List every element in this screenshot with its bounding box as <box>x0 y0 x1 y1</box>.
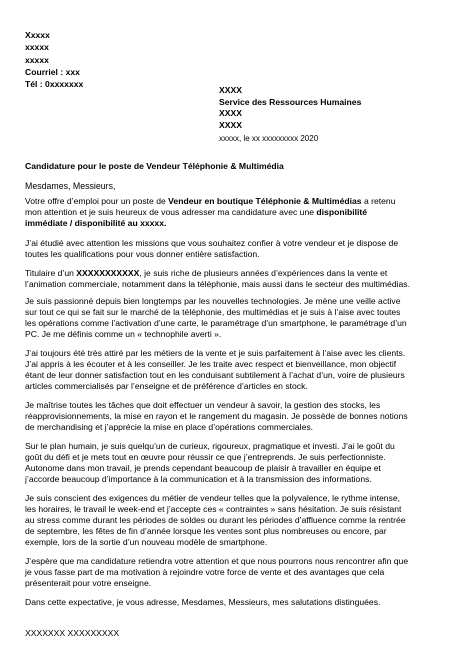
text-line: toutes les qualifications pour vous donner entière satisfaction. <box>25 249 260 260</box>
letter-subject: Candidature pour le poste de Vendeur Téléphonie & Multimédia <box>25 161 284 171</box>
paragraph-personality <box>25 441 455 485</box>
paragraph-tasks <box>25 400 455 433</box>
paragraph-sales <box>25 348 455 392</box>
paragraph-hope <box>25 556 455 589</box>
text-line: réapprovisionnements, la mise en rayon et le rangement du magasin. Je possède de bonnes notions <box>25 411 408 422</box>
paragraph-closing <box>25 597 455 608</box>
text-line: Dans cette expectative, je vous adresse, Mesdames, Messieurs, mes salutations distinguées. <box>25 597 381 607</box>
text-line: PC. Je me définis comme un « technophile averti ». <box>25 329 222 340</box>
text-line: Je suis passionné depuis bien longtemps par les nouvelles technologies. Je mène une veille active <box>25 296 401 306</box>
text-line: de septembre, les fêtes de fin d’année lorsque les ventes sont plus nombreuses ou encore, par <box>25 526 387 537</box>
sender-block <box>25 29 83 90</box>
text-line: articles commercialisés par l’enseigne et de préférence d’articles en stock. <box>25 381 308 392</box>
sender-email: Courriel : xxx <box>25 66 80 77</box>
text-line: présenterait pour votre enseigne. <box>25 578 152 589</box>
recipient-line: XXXX <box>219 85 242 95</box>
text-line: Titulaire d’un XXXXXXXXXXX, je suis riche de plusieurs années d’expériences dans la vente et <box>25 268 388 278</box>
availability-label: disponibilité <box>316 207 368 218</box>
text-line: Je maîtrise toutes les tâches que doit effectuer un vendeur à savoir, la gestion des stocks, les <box>25 400 381 410</box>
text-line: exemple, lors de la sortie d’un nouveau modèle de smartphone. <box>25 537 268 548</box>
position-title: Vendeur en boutique Téléphonie & Multimédias <box>168 196 362 206</box>
recipient-department: Service des Ressources Humaines <box>219 96 362 107</box>
text-line: Votre offre d’emploi pour un poste de Vendeur en boutique Téléphonie & Multimédias a retenu <box>25 196 396 206</box>
recipient-block <box>219 85 361 131</box>
signature: XXXXXXX XXXXXXXXX <box>25 628 120 638</box>
text-line: Autonome dans mon travail, je prends cependant beaucoup de plaisir à travailler en équipe et <box>25 463 381 474</box>
greeting: Mesdames, Messieurs, <box>25 181 116 191</box>
sender-name: Xxxxx <box>25 30 50 40</box>
paragraph-technology <box>25 296 455 340</box>
text-line: Sur le plan humain, je suis quelqu’un de curieux, rigoureux, pragmatique et investi. J’ai le goût du <box>25 441 395 451</box>
text-line: de merchandising et j’apprécie la mise en place d’opérations commerciales. <box>25 422 314 433</box>
availability-text: immédiate / disponibilité au xxxxx. <box>25 218 167 229</box>
text-line: étant de leur donner satisfaction tout en les conduisant subtilement à l’achat d’un, voire de plusieurs <box>25 370 405 381</box>
text-line <box>25 218 455 229</box>
diploma-placeholder: XXXXXXXXXXX <box>76 268 140 278</box>
text-line: au stress comme durant les périodes de soldes ou durant les périodes d’affluence comme la rentrée <box>25 515 406 526</box>
paragraph-experience <box>25 268 455 290</box>
letter-date: xxxxx, le xx xxxxxxxxx 2020 <box>219 134 319 143</box>
text-line: j’accorde beaucoup d’importance à la communication et à la transmission des informations. <box>25 474 372 485</box>
paragraph-intro <box>25 196 455 229</box>
text-line: Je suis conscient des exigences du métier de vendeur telles que la polyvalence, le rythme intense, <box>25 493 400 503</box>
text-line: J’espère que ma candidature retiendra votre attention et que nous pourrons nous rencontrer afin que <box>25 556 409 566</box>
text-line: mon attention et je suis heureux de vous adresser ma candidature avec une disponibilité <box>25 207 368 218</box>
text-line: je vous fasse part de ma motivation à rejoindre votre force de vente et des avantages que cela <box>25 567 385 578</box>
paragraph-requirements <box>25 493 455 548</box>
recipient-line: XXXX <box>219 119 242 130</box>
paragraph-missions <box>25 238 455 260</box>
text-line: J’ai appris à les écouter et à les conseiller. Je les traite avec respect et bienveillance, mon objectif <box>25 359 397 370</box>
sender-address-line: xxxxx <box>25 54 49 65</box>
text-line: J’ai toujours été très attiré par les métiers de la vente et je suis parfaitement à l’aise avec les clients. <box>25 348 406 358</box>
recipient-line: XXXX <box>219 108 242 119</box>
text-line: l’animation commerciale, notamment dans la téléphonie, mais aussi dans le secteur des multimédias. <box>25 279 410 290</box>
text-line: les horaires, le travail le week-end et j’accepte ces « contraintes » sans hésitation. Je suis résistant <box>25 504 402 515</box>
text-line: J’ai étudié avec attention les missions que vous souhaitez confier à votre vendeur et je dispose de <box>25 238 399 248</box>
text-line: sur tout ce qui se fait sur le marché de la téléphonie, des multimédias et je suis à l’aise avec toutes <box>25 307 401 318</box>
text-line: goût du défi et je mets tout en œuvre pour réussir ce que j’entreprends. Je suis perfectionniste. <box>25 452 386 463</box>
text-line: les opérations comme l’activation d’une carte, le paramétrage d’un smartphone, le paramétrage d’un <box>25 318 407 329</box>
sender-phone: Tél : 0xxxxxxx <box>25 79 84 90</box>
sender-address-line: xxxxx <box>25 42 49 53</box>
